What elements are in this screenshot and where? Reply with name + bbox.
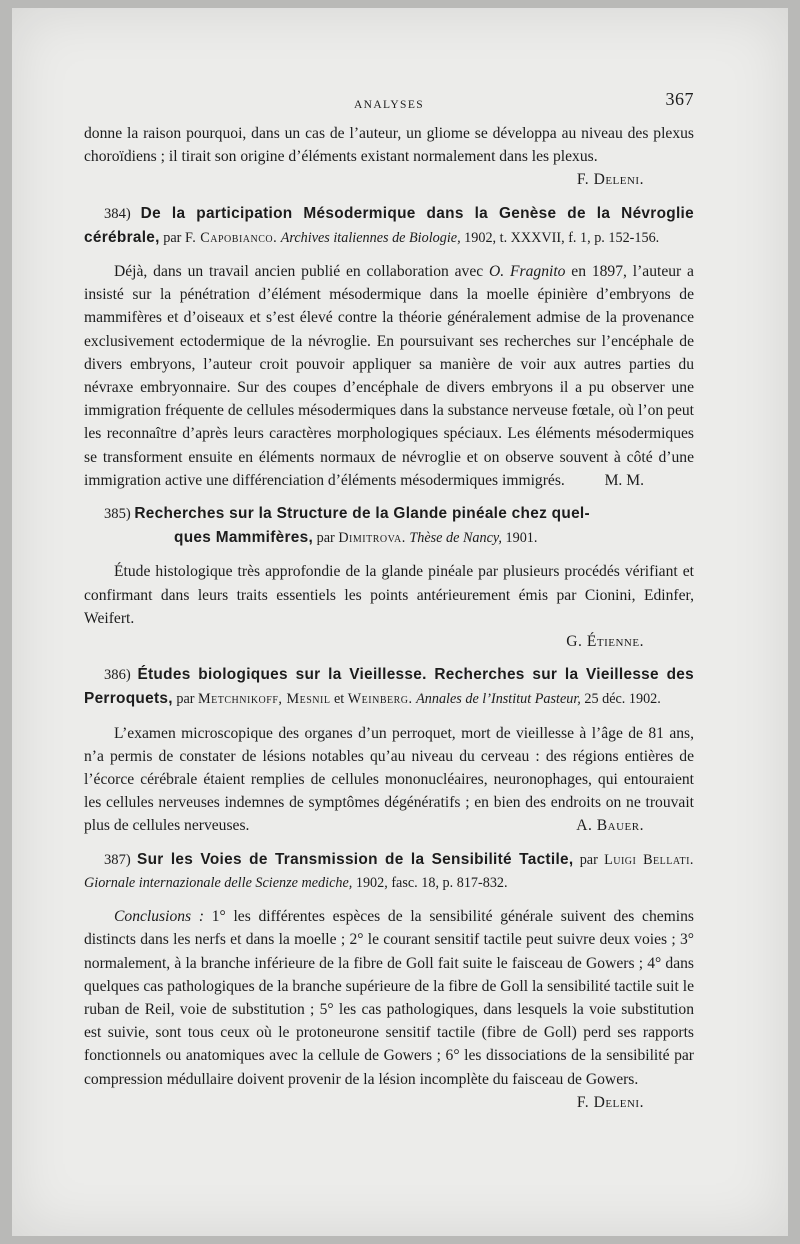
entry-author: Luigi Bellati. (604, 851, 694, 868)
entry-signature: M. M. (604, 471, 644, 489)
entry-number: 386) (104, 667, 131, 684)
entry-number: 384) (104, 205, 131, 222)
entry-body-label: Conclusions : (114, 908, 205, 926)
entry-by: par (316, 530, 335, 547)
entry-385 (84, 502, 694, 653)
entry-journal: Giornale internazionale delle Scienze mediche, (84, 874, 353, 891)
entry-385-body: Étude histologique très approfondie de la glande pinéale par plusieurs procédés vérifiant et confirmant dans leurs traits essentiels les points antérieurement émis par Cionini, Edinfer, Weifert. (84, 563, 694, 627)
continuation-paragraph (84, 122, 694, 189)
entry-body-text: 1° les différentes espèces de la sensibilité générale suivent des chemins distincts dans les nerfs et dans la moelle ; 2° le courant sensitif tactile peut suivre deux voies ; 3° normalement, à la branche inférieure de la fibre de Goll fait suite le faisceau de Gowers ; 4° dans quelques cas pathologiques de la branche supérieure de la fibre de Goll la sensibilité tactile suit le ruban de Reil, voie de substitution ; 5° les cas pathologiques, dans lesquels la voie substitution est suivie, sont tous ceux où le protoneurone sensitif tactile (fibre de Goll) perd ses rapports fonctionnels ou anatomiques avec la cellule de Gowers ; 6° les dissociations de la sensibilité par compression médullaire doivent provenir de la lésion incomplète du faisceau de Gowers. (84, 908, 694, 1088)
entry-384 (84, 202, 694, 492)
entry-journal: Annales de l’Institut Pasteur, (416, 691, 581, 708)
entry-title: Études biologiques sur la Vieillesse. Recherches sur la Vieillesse des Perroquets, (84, 666, 695, 708)
entry-386-body (84, 722, 694, 838)
entry-387 (84, 848, 694, 1114)
entry-number: 385) (104, 506, 131, 523)
entry-by: par (176, 691, 195, 708)
page-number: 367 (665, 89, 694, 109)
entry-body-italic: O. Fragnito (489, 263, 566, 281)
entry-386 (84, 663, 694, 837)
entry-details: 25 déc. 1902. (584, 691, 661, 708)
entry-details: 1901. (505, 530, 538, 547)
entry-387-header (84, 848, 694, 895)
entry-385-header-cont (84, 526, 694, 550)
entry-by: par (579, 851, 598, 868)
entry-details: 1902, t. XXXVII, f. 1, p. 152-156. (464, 229, 660, 246)
entry-body-text: Déjà, dans un travail ancien publié en collaboration avec (114, 263, 490, 281)
entry-title: Recherches sur la Structure de la Glande pinéale chez quel- (134, 505, 590, 523)
entry-384-body (84, 260, 694, 492)
scanned-page (12, 8, 788, 1236)
entry-384-header (84, 202, 694, 250)
entry-journal: Archives italiennes de Biologie, (280, 229, 461, 246)
entry-387-body (84, 905, 694, 1111)
entry-author: Metchnikoff, Mesnil (198, 691, 331, 708)
entry-details: 1902, fasc. 18, p. 817-832. (355, 874, 508, 891)
entry-number: 387) (104, 851, 131, 868)
entry-signature: G. Étienne. (566, 633, 644, 651)
running-head (84, 90, 694, 116)
entry-title: De la participation Mésodermique dans la Genèse de la Névroglie cérébrale, (84, 204, 694, 246)
entry-385-header (84, 502, 694, 526)
entry-body-text: L’examen microscopique des organes d’un perroquet, mort de vieillesse à l’âge de 81 ans, n’a permis de constater de lésions notables qu’au niveau du cerveau : des régions entières de l’écorce cérébrale étaient remplies de cellules mononucléaires, neuronophages, qui entouraient les cellules nerveuses indemnes de symptômes dégénératifs ; en bien des endroits on ne trouvait plus de cellules nerveuses. (84, 724, 694, 835)
continuation-text: donne la raison pourquoi, dans un cas de l’auteur, un gliome se développa au niveau des plexus choroïdiens ; il tirait son origine d’éléments existant normalement dans les plexus. (84, 125, 694, 166)
entry-title-cont: ques Mammifères, (174, 529, 314, 547)
entry-body-text: en 1897, l’auteur a insisté sur la pénétration d’élément mésodermique dans la moelle épinière d’embryons de mammifères et d’oiseaux et s’est élevé contre la théorie généralement admise de la provenance exclusivement ectodermique de la névroglie. En poursuivant ses recherches sur l’encéphale de divers embryons, l’auteur croit pouvoir appliquer sa manière de voir aux autres parties du névraxe embryonnaire. Sur des coupes d’encéphale de divers embryons il a pu observer une immigration fréquente de cellules mésodermiques dans la substance nerveuse fœtale, où l’on peut les reconnaître d’après leurs caractères morphologiques spéciaux. Les éléments mésodermiques se transforment ensuite en éléments normaux de névroglie et on observe souvent à côté d’une immigration active une différenciation d’éléments mésodermiques immigrés. (84, 263, 694, 489)
entry-author: Dimitrova. (338, 530, 406, 547)
entry-title: Sur les Voies de Transmission de la Sensibilité Tactile, (137, 850, 574, 868)
entry-signature: A. Bauer. (576, 817, 644, 835)
continuation-signature: F. Deleni. (576, 171, 644, 189)
entry-and: et (333, 691, 345, 708)
running-head-title: ANALYSES (353, 99, 425, 111)
entry-signature: F. Deleni. (576, 1093, 644, 1111)
entry-by: par (163, 229, 182, 246)
entry-author-2: Weinberg. (347, 691, 413, 708)
entry-author: F. Capobianco. (184, 229, 278, 246)
text-column (84, 90, 694, 1114)
entry-386-header (84, 663, 694, 711)
entry-journal: Thèse de Nancy, (409, 530, 502, 547)
